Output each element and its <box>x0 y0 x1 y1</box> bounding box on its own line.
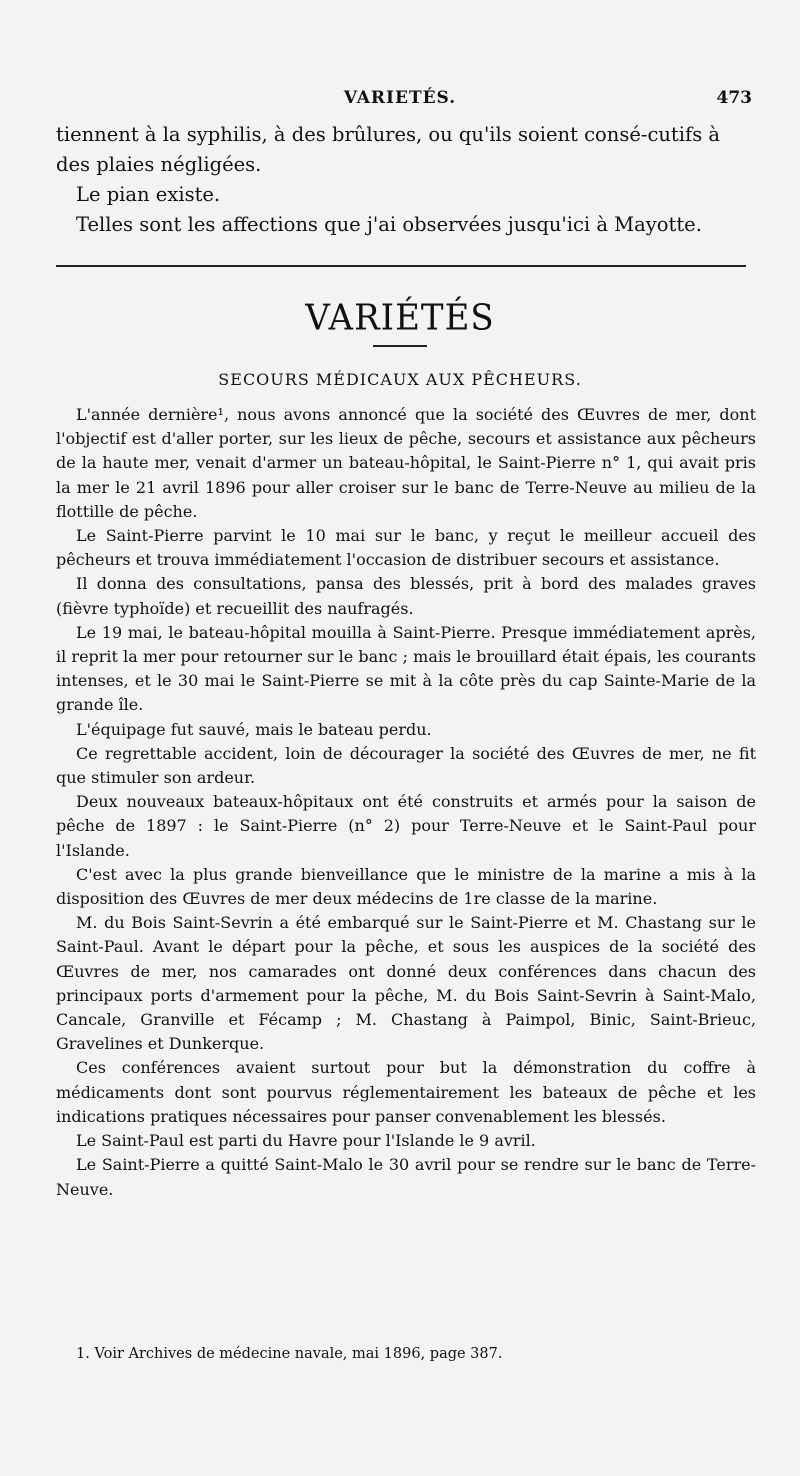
paragraph: Le Saint-Paul est parti du Havre pour l'Islande le 9 avril. <box>76 1131 536 1151</box>
intro-paragraph: tiennent à la syphilis, à des brûlures, ou qu'ils soient consé-cutifs à des plaies négligées. <box>56 123 721 176</box>
paragraph: Ce regrettable accident, loin de décourager la société des Œuvres de mer, ne fit que stimuler son ardeur. <box>56 743 756 788</box>
paragraph: Deux nouveaux bateaux-hôpitaux ont été construits et armés pour la saison de pêche de 1897 : le Saint-Pierre (n° 2) pour Terre-Neuve et le Saint-Paul pour l'Islande. <box>56 792 756 860</box>
section-divider <box>56 265 746 267</box>
running-title: VARIETÉS. <box>343 88 457 108</box>
section-title: VARIÉTÉS <box>305 297 495 339</box>
paragraph: Il donna des consultations, pansa des blessés, prit à bord des malades graves (fièvre typhoïde) et recueillit des naufragés. <box>56 574 756 618</box>
intro-text <box>56 120 756 240</box>
running-header <box>0 88 800 112</box>
paragraph: Le Saint-Pierre a quitté Saint-Malo le 30 avril pour se rendre sur le banc de Terre-Neuve. <box>56 1155 756 1199</box>
paragraph: M. du Bois Saint-Sevrin a été embarqué sur le Saint-Pierre et M. Chastang sur le Saint-Paul. Avant le départ pour la pêche, et sous les auspices de la société des Œuvres de mer, nos camarades ont donné deux conférences dans chacun des principaux ports d'armement pour la pêche, M. du Bois Saint-Sevrin à Saint-Malo, Cancale, Granville et Fécamp ; M. Chastang à Paimpol, Binic, Saint-Brieuc, Gravelines et Dunkerque. <box>56 913 756 1054</box>
paragraph: L'équipage fut sauvé, mais le bateau perdu. <box>76 719 432 739</box>
title-underline <box>373 345 427 347</box>
paragraph: C'est avec la plus grande bienveillance que le ministre de la marine a mis à la disposition des Œuvres de mer deux médecins de 1re classe de la marine. <box>56 864 756 909</box>
paragraph: L'année dernière¹, nous avons annoncé que la société des Œuvres de mer, dont l'objectif est d'aller porter, sur les lieux de pêche, secours et assistance aux pêcheurs de la haute mer, venait d'armer un bateau-hôpital, le Saint-Pierre n° 1, qui avait pris la mer le 21 avril 1896 pour aller croiser sur le banc de Terre-Neuve au milieu de la flottille de pêche. <box>56 405 756 521</box>
paragraph: Ces conférences avaient surtout pour but la démonstration du coffre à médicaments dont sont pourvus réglementairement les bateaux de pêche et les indications pratiques nécessaires pour panser convenablement les blessés. <box>56 1058 756 1126</box>
intro-paragraph: Telles sont les affections que j'ai observées jusqu'ici à Mayotte. <box>76 213 702 236</box>
paragraph: Le Saint-Pierre parvint le 10 mai sur le banc, y reçut le meilleur accueil des pêcheurs et trouva immédiatement l'occasion de distribuer secours et assistance. <box>56 526 756 570</box>
article-subtitle: SECOURS MÉDICAUX AUX PÊCHEURS. <box>218 370 582 389</box>
paragraph: Le 19 mai, le bateau-hôpital mouilla à Saint-Pierre. Presque immédiatement après, il reprit la mer pour retourner sur le banc ; mais le brouillard était épais, les courants intenses, et le 30 mai le Saint-Pierre se mit à la côte près du cap Sainte-Marie de la grande île. <box>56 622 756 715</box>
page-number: 473 <box>716 88 752 108</box>
intro-paragraph: Le pian existe. <box>76 183 221 206</box>
footnote: 1. Voir Archives de médecine navale, mai 1896, page 387. <box>76 1346 503 1362</box>
article-body <box>56 403 756 1202</box>
